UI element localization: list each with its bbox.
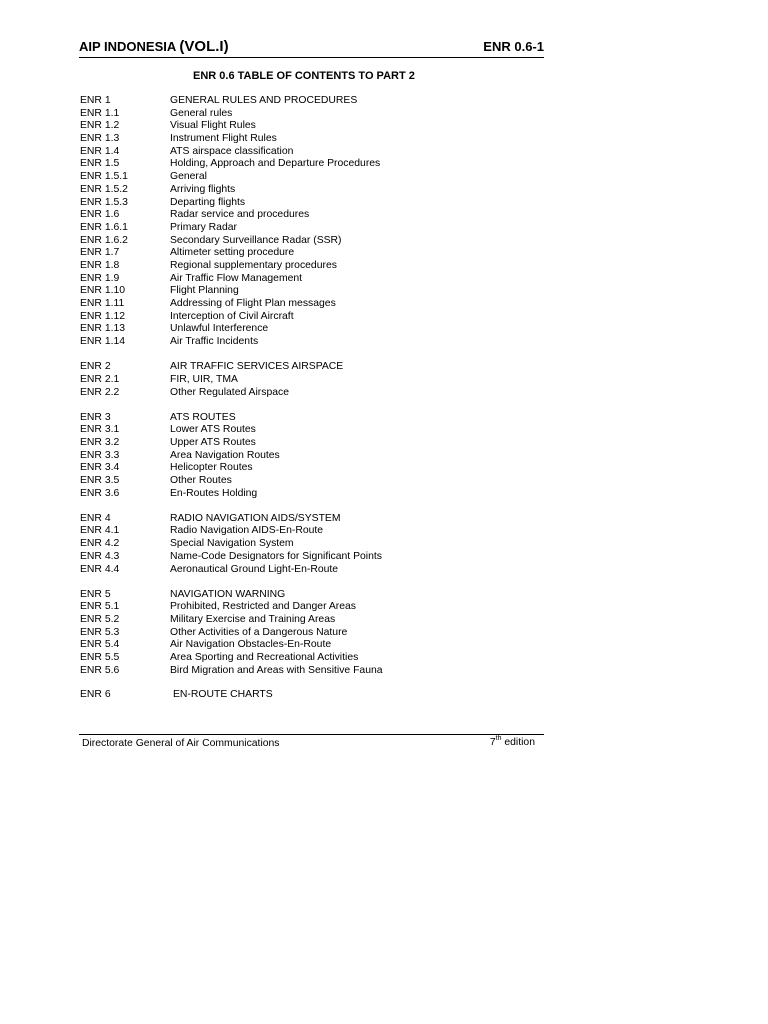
toc-entry xyxy=(80,311,540,324)
toc-entry-title: Military Exercise and Training Areas xyxy=(170,614,336,625)
toc-entry xyxy=(80,209,540,222)
toc-entry xyxy=(80,513,540,526)
toc-entry-title: Helicopter Routes xyxy=(170,462,253,474)
toc-entry-title: AIR TRAFFIC SERVICES AIRSPACE xyxy=(170,361,344,373)
toc-entry-code: ENR 1.4 xyxy=(80,145,120,157)
toc-entry xyxy=(80,298,540,311)
toc-entry-code: ENR 5.1 xyxy=(80,601,120,613)
toc-entry xyxy=(80,412,540,425)
toc-entry-code: ENR 6 xyxy=(80,688,111,700)
toc-entry-title: Radio Navigation AIDS-En-Route xyxy=(170,525,324,537)
toc-entry-code: ENR 1.5.2 xyxy=(80,183,128,195)
toc-entry-code: ENR 4.4 xyxy=(80,563,120,575)
toc-entry-code: ENR 2.1 xyxy=(80,373,120,385)
toc-heading: ENR 0.6 TABLE OF CONTENTS TO PART 2 xyxy=(193,70,415,82)
toc-entry-code: ENR 1.12 xyxy=(80,310,126,322)
toc-entry xyxy=(80,146,540,159)
toc-entry xyxy=(80,108,540,121)
toc-entry-code: ENR 1.14 xyxy=(80,336,126,348)
document-title-main: AIP INDONESIA xyxy=(79,39,176,54)
toc-entry-title: Other Activities of a Dangerous Nature xyxy=(170,626,348,638)
toc-entry xyxy=(80,689,540,702)
toc-entry-code: ENR 2.2 xyxy=(80,386,120,398)
toc-entry-code: ENR 2 xyxy=(80,361,111,373)
toc-entry xyxy=(80,538,540,551)
toc-entry-code: ENR 1.7 xyxy=(80,247,120,259)
toc-entry-code: ENR 1.6 xyxy=(80,209,120,221)
toc-entry-title: Lower ATS Routes xyxy=(170,424,256,436)
toc-entry-code: ENR 1.11 xyxy=(80,298,125,309)
toc-entry xyxy=(80,564,540,577)
toc-entry-code: ENR 1.6.1 xyxy=(80,221,128,233)
toc-entry-code: ENR 3 xyxy=(80,411,111,423)
toc-entry-title: Special Navigation System xyxy=(170,538,294,550)
toc-entry-title: Interception of Civil Aircraft xyxy=(170,310,294,322)
toc-entry-code: ENR 1.5 xyxy=(80,158,120,170)
toc-entry xyxy=(80,488,540,501)
toc-entry xyxy=(80,639,540,652)
toc-entry-title: FIR, UIR, TMA xyxy=(170,373,238,385)
toc-entry-title: Departing flights xyxy=(170,196,246,208)
toc-entry-title: Addressing of Flight Plan messages xyxy=(170,298,336,309)
edition-word: edition xyxy=(504,737,535,748)
toc-entry-title: Secondary Surveillance Radar (SSR) xyxy=(170,234,342,246)
toc-entry-title: GENERAL RULES AND PROCEDURES xyxy=(170,95,358,106)
toc-entry-title: Prohibited, Restricted and Danger Areas xyxy=(170,601,356,613)
toc-entry-code: ENR 1.13 xyxy=(80,323,126,335)
footer-publisher: Directorate General of Air Communications xyxy=(82,738,280,749)
toc-entry-title: Area Sporting and Recreational Activities xyxy=(170,652,359,664)
toc-entry-title: Bird Migration and Areas with Sensitive Fauna xyxy=(170,664,383,676)
toc-entry-title: Other Regulated Airspace xyxy=(170,386,289,398)
toc-entry xyxy=(80,665,540,678)
toc-entry-title: EN-ROUTE CHARTS xyxy=(173,688,273,700)
toc-entry-title: ATS ROUTES xyxy=(170,411,236,423)
toc-entry-code: ENR 3.4 xyxy=(80,462,120,474)
toc-entry-code: ENR 5.2 xyxy=(80,614,120,625)
toc-entry xyxy=(80,285,540,298)
toc-entry-title: General xyxy=(170,171,207,183)
toc-entry xyxy=(80,222,540,235)
toc-entry-code: ENR 4 xyxy=(80,512,111,524)
document-volume: (VOL.I) xyxy=(179,38,229,55)
toc-entry-title: Instrument Flight Rules xyxy=(170,133,277,145)
toc-entry-code: ENR 1.2 xyxy=(80,120,120,132)
toc-entry xyxy=(80,133,540,146)
toc-entry-code: ENR 5.4 xyxy=(80,639,120,651)
toc-entry-title: NAVIGATION WARNING xyxy=(170,588,286,600)
toc-entry-code: ENR 4.3 xyxy=(80,550,120,562)
toc-entry-code: ENR 3.3 xyxy=(80,449,120,461)
toc-entry-code: ENR 3.6 xyxy=(80,487,120,499)
toc-entry-code: ENR 1.6.2 xyxy=(80,234,128,246)
toc-entry xyxy=(80,158,540,171)
header-rule xyxy=(79,57,544,58)
toc-entry xyxy=(80,627,540,640)
toc-entry xyxy=(80,601,540,614)
toc-entry-code: ENR 4.2 xyxy=(80,538,120,550)
toc-entry xyxy=(80,589,540,602)
toc-entry-title: RADIO NAVIGATION AIDS/SYSTEM xyxy=(170,512,341,524)
toc-entry-title: Area Navigation Routes xyxy=(170,449,280,461)
toc-entry xyxy=(80,424,540,437)
toc-entry-title: Name-Code Designators for Significant Points xyxy=(170,550,382,562)
toc-entry-title: Regional supplementary procedures xyxy=(170,259,337,271)
toc-entry-code: ENR 1.10 xyxy=(80,285,126,297)
toc-entry-code: ENR 1.1 xyxy=(80,107,120,119)
toc-entry-code: ENR 5.6 xyxy=(80,664,120,676)
toc-entry-title: General rules xyxy=(170,107,233,119)
page-header xyxy=(79,38,544,58)
toc-entry xyxy=(80,184,540,197)
toc-entry xyxy=(80,525,540,538)
toc-entry-title: Aeronautical Ground Light-En-Route xyxy=(170,563,339,575)
toc-entry xyxy=(80,462,540,475)
toc-entry xyxy=(80,247,540,260)
document-title xyxy=(79,38,229,56)
toc-entry xyxy=(80,336,540,349)
toc-entry-code: ENR 1.3 xyxy=(80,133,120,145)
toc-entry-title: Primary Radar xyxy=(170,221,237,233)
toc-entry-title: Unlawful Interference xyxy=(170,323,269,335)
toc-entry-code: ENR 3.2 xyxy=(80,436,120,448)
toc-entry xyxy=(80,387,540,400)
toc-entry-title: Air Navigation Obstacles-En-Route xyxy=(170,639,332,651)
toc-entry xyxy=(80,551,540,564)
toc-entry-code: ENR 1.9 xyxy=(80,272,120,284)
footer-edition xyxy=(490,735,535,750)
toc-entry-code: ENR 3.5 xyxy=(80,475,120,487)
toc-entry xyxy=(80,361,540,374)
toc-entry-code: ENR 3.1 xyxy=(80,424,120,436)
toc-entry xyxy=(80,197,540,210)
toc-entry xyxy=(80,171,540,184)
toc-entry-code: ENR 5 xyxy=(80,588,111,600)
toc-entry-title: En-Routes Holding xyxy=(170,487,258,499)
toc-entry-title: Arriving flights xyxy=(170,183,236,195)
toc-entry xyxy=(80,652,540,665)
toc-entry-code: ENR 1.8 xyxy=(80,259,120,271)
toc-entry-title: ATS airspace classification xyxy=(170,145,294,157)
toc-entry-code: ENR 5.3 xyxy=(80,626,120,638)
toc-list xyxy=(80,95,540,702)
toc-entry-title: Air Traffic Incidents xyxy=(170,336,259,348)
toc-entry xyxy=(80,273,540,286)
toc-entry xyxy=(80,614,540,627)
toc-entry-title: Holding, Approach and Departure Procedures xyxy=(170,158,381,170)
edition-suffix: th xyxy=(495,735,502,742)
toc-entry xyxy=(80,475,540,488)
toc-entry-code: ENR 4.1 xyxy=(80,525,120,537)
toc-entry xyxy=(80,437,540,450)
page-reference: ENR 0.6-1 xyxy=(483,39,544,54)
toc-entry-title: Visual Flight Rules xyxy=(170,120,256,132)
toc-entry-title: Other Routes xyxy=(170,475,232,487)
edition-number: 7 xyxy=(489,737,496,748)
toc-entry-code: ENR 1.5.3 xyxy=(80,196,128,208)
toc-entry-title: Upper ATS Routes xyxy=(170,436,256,448)
toc-entry-code: ENR 1.5.1 xyxy=(80,171,128,183)
toc-entry-title: Air Traffic Flow Management xyxy=(170,272,303,284)
toc-entry xyxy=(80,260,540,273)
toc-entry-code: ENR 1 xyxy=(80,95,111,106)
toc-entry xyxy=(80,323,540,336)
toc-entry-title: Flight Planning xyxy=(170,285,239,297)
toc-entry xyxy=(80,374,540,387)
toc-entry xyxy=(80,120,540,133)
toc-entry-code: ENR 5.5 xyxy=(80,652,120,664)
footer-rule xyxy=(79,734,544,735)
toc-entry xyxy=(80,235,540,248)
toc-entry xyxy=(80,95,540,108)
toc-entry-title: Radar service and procedures xyxy=(170,209,310,221)
toc-entry xyxy=(80,450,540,463)
toc-entry-title: Altimeter setting procedure xyxy=(170,247,295,259)
